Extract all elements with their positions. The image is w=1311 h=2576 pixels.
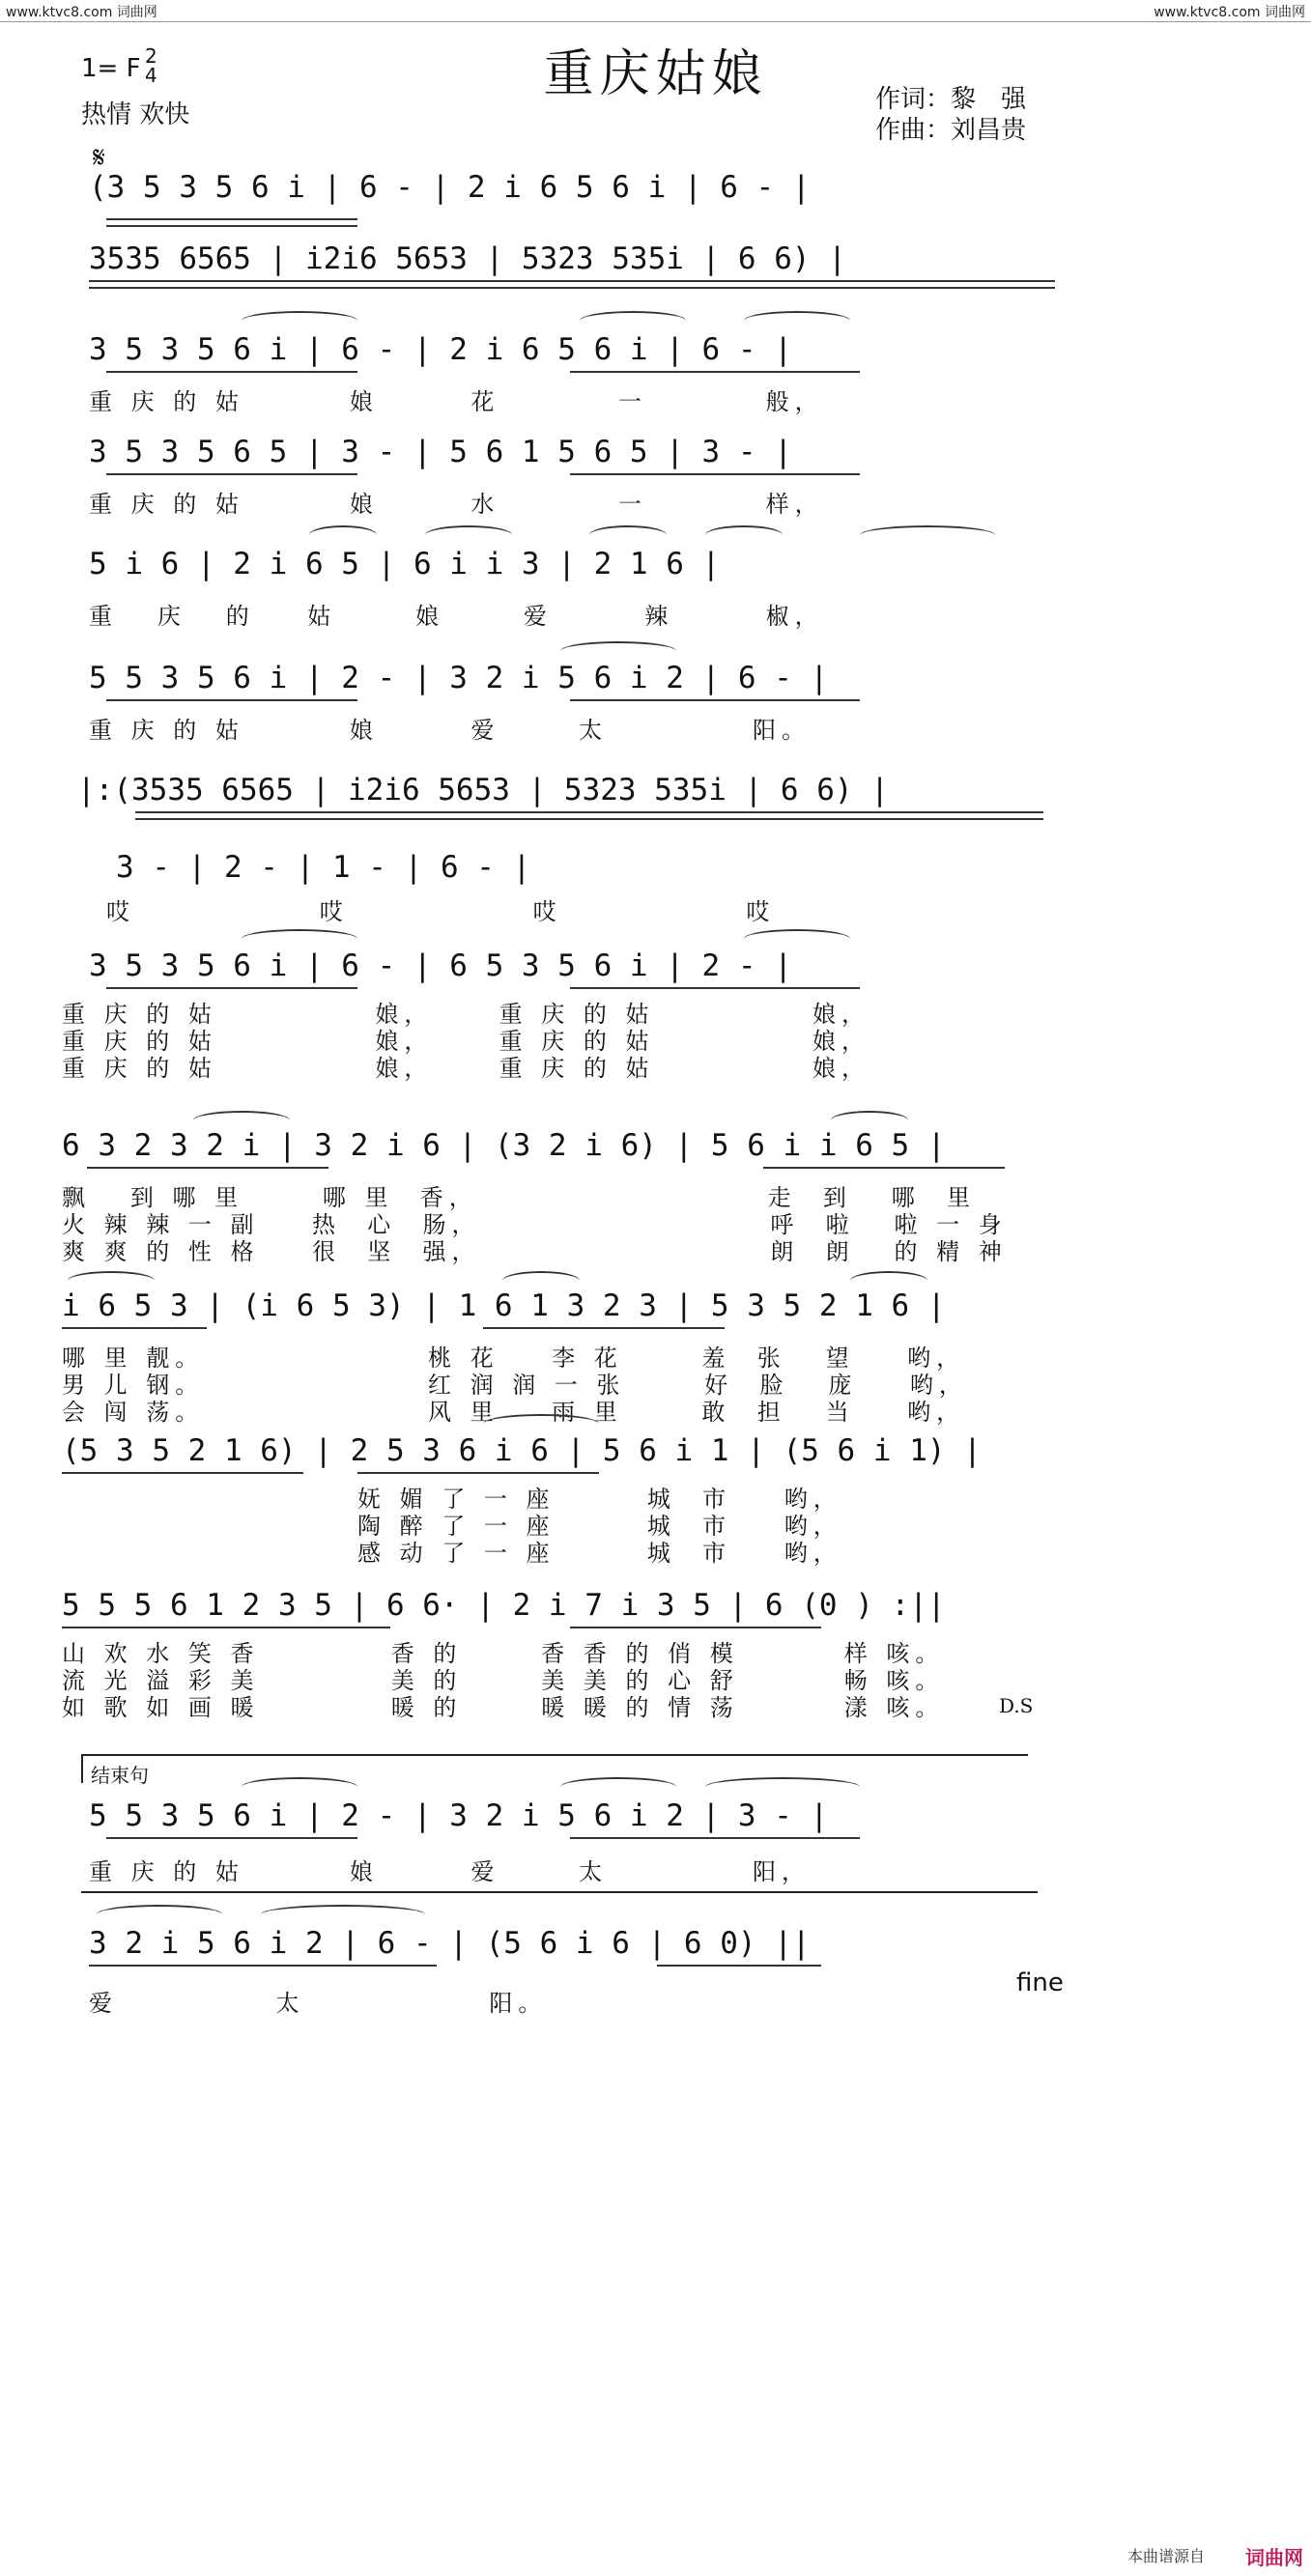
- lyric-row-12-verse-3: 感 动 了 一 座 城 市 哟，: [357, 1540, 842, 1567]
- underline: [106, 987, 357, 989]
- score-row-13: 5 5 5 6 1 2 3 5 | 6 6· | 2 i 7 i 3 5 | 6 (0 ) :||: [62, 1588, 946, 1623]
- lyric-row-10-verse-1: 飘 到 哪 里 哪 里 香， 走 到 哪 里: [62, 1184, 977, 1211]
- slur: [97, 1905, 222, 1924]
- underline: [570, 1627, 821, 1628]
- underline: [106, 473, 357, 475]
- lyricist-credit: 作词：黎 强: [875, 85, 1027, 114]
- slur: [831, 1111, 908, 1130]
- slur: [580, 311, 686, 330]
- key-signature: 1= F: [81, 54, 141, 83]
- lyric-row-9-verse-3: 重 庆 的 姑 娘， 重 庆 的 姑 娘，: [62, 1055, 871, 1082]
- slur: [560, 641, 676, 661]
- underline: [570, 371, 860, 373]
- lyric-row-10-verse-2: 火 辣 辣 一 副 热 心 肠， 呼 啦 啦 一 身: [62, 1211, 1008, 1238]
- lyric-row-14: 重 庆 的 姑 娘 爱 太 阳，: [89, 1858, 812, 1885]
- lyric-row-10-verse-3: 爽 爽 的 性 格 很 坚 强， 朗 朗 的 精 神: [62, 1238, 1008, 1265]
- underline: [106, 371, 357, 373]
- underline: [62, 1627, 390, 1628]
- underline: [89, 280, 1055, 289]
- lyric-row-15: 爱 太 阳。: [89, 1990, 548, 2017]
- time-signature: [145, 46, 157, 85]
- score-row-10: 6 3 2 3 2 i | 3 2 i 6 | (3 2 i 6) | 5 6 i i 6 5 |: [62, 1128, 946, 1163]
- slur: [261, 1905, 425, 1924]
- underline: [570, 1837, 860, 1839]
- lyric-row-6: 重 庆 的 姑 娘 爱 太 阳。: [89, 717, 812, 744]
- score-row-4: 3 5 3 5 6 5 | 3 - | 5 6 1 5 6 5 | 3 - |: [89, 435, 792, 469]
- score-row-12: (5 3 5 2 1 6) | 2 5 3 6 i 6 | 5 6 i 1 | (5 6 i 1) |: [62, 1433, 982, 1468]
- underline: [135, 811, 1043, 820]
- slur: [705, 525, 783, 545]
- lyric-row-12-verse-2: 陶 醉 了 一 座 城 市 哟，: [357, 1513, 842, 1540]
- slur: [860, 525, 995, 545]
- score-row-1: (3 5 3 5 6 i | 6 - | 2 i 6 5 6 i | 6 - |: [89, 170, 811, 205]
- lyric-row-11-verse-2: 男 儿 钢。 红 润 润 一 张 好 脸 庞 哟，: [62, 1372, 968, 1399]
- score-row-8: 3 - | 2 - | 1 - | 6 - |: [116, 850, 531, 885]
- ending-bracket-vertical: [81, 1754, 83, 1783]
- slur: [744, 929, 850, 948]
- slur: [309, 525, 377, 545]
- underline: [106, 699, 357, 701]
- slur: [502, 1271, 580, 1290]
- underline: [763, 1167, 1005, 1169]
- header-rule: [0, 21, 1311, 22]
- underline: [570, 699, 860, 701]
- composer-credit: 作曲：刘昌贵: [875, 116, 1027, 145]
- lyric-row-13-verse-3: 如 歌 如 画 暖 暖 的 暖 暖 的 情 荡 漾 咳。: [62, 1694, 945, 1721]
- site-watermark-right: www.ktvc8.com 词曲网: [1154, 5, 1305, 20]
- lyric-row-13-verse-1: 山 欢 水 笑 香 香 的 香 香 的 俏 模 样 咳。: [62, 1640, 945, 1667]
- slur: [425, 525, 512, 545]
- slur: [242, 311, 357, 330]
- underline: [357, 1472, 599, 1474]
- underline: [62, 1472, 303, 1474]
- slur: [193, 1111, 290, 1130]
- fine-marking: fine: [1016, 1968, 1064, 1997]
- time-signature-top: 2: [145, 44, 157, 68]
- slur: [242, 1777, 357, 1797]
- ds-marking: D.S: [999, 1694, 1034, 1717]
- underline: [657, 1965, 821, 1967]
- slur: [483, 1414, 599, 1433]
- lyric-row-8: 哎 哎 哎 哎: [106, 898, 776, 925]
- time-signature-bottom: 4: [145, 64, 157, 87]
- score-row-14: 5 5 3 5 6 i | 2 - | 3 2 i 5 6 i 2 | 3 - |: [89, 1798, 829, 1833]
- score-row-2: 3535 6565 | i2i6 5653 | 5323 535i | 6 6) |: [89, 241, 846, 276]
- slur: [705, 1777, 860, 1797]
- score-row-7: |:(3535 6565 | i2i6 5653 | 5323 535i | 6 6) |: [77, 773, 889, 807]
- lyric-row-3: 重 庆 的 姑 娘 花 一 般，: [89, 388, 824, 415]
- underline: [570, 987, 860, 989]
- underline: [89, 1965, 437, 1967]
- score-row-6: 5 5 3 5 6 i | 2 - | 3 2 i 5 6 i 2 | 6 - |: [89, 661, 829, 695]
- footer-source: 本曲谱源自: [1126, 2547, 1205, 2565]
- mood-marking: 热情 欢快: [81, 100, 190, 129]
- slur: [589, 525, 667, 545]
- footer-logo: 词曲网: [1245, 2546, 1303, 2569]
- slur: [242, 929, 357, 948]
- slur: [560, 1777, 676, 1797]
- segno-icon: 𝄋: [93, 141, 105, 175]
- underline: [106, 1837, 357, 1839]
- lyric-row-4: 重 庆 的 姑 娘 水 一 样，: [89, 491, 824, 518]
- underline: [62, 1327, 207, 1329]
- ending-bracket-line-2: [81, 1891, 1038, 1893]
- lyric-row-9-verse-1: 重 庆 的 姑 娘， 重 庆 的 姑 娘，: [62, 1001, 871, 1028]
- score-row-9: 3 5 3 5 6 i | 6 - | 6 5 3 5 6 i | 2 - |: [89, 948, 792, 983]
- score-row-3: 3 5 3 5 6 i | 6 - | 2 i 6 5 6 i | 6 - |: [89, 332, 792, 367]
- lyric-row-11-verse-1: 哪 里 靓。 桃 花 李 花 羞 张 望 哟，: [62, 1345, 966, 1372]
- underline: [483, 1327, 725, 1329]
- score-row-11: i 6 5 3 | (i 6 5 3) | 1 6 1 3 2 3 | 5 3 5 2 1 6 |: [62, 1288, 946, 1323]
- lyric-row-13-verse-2: 流 光 溢 彩 美 美 的 美 美 的 心 舒 畅 咳。: [62, 1667, 945, 1694]
- slur: [68, 1271, 155, 1290]
- lyric-row-9-verse-2: 重 庆 的 姑 娘， 重 庆 的 姑 娘，: [62, 1028, 871, 1055]
- slur: [744, 311, 850, 330]
- lyric-row-12-verse-1: 妩 媚 了 一 座 城 市 哟，: [357, 1486, 842, 1513]
- score-row-15: 3 2 i 5 6 i 2 | 6 - | (5 6 i 6 | 6 0) ||: [89, 1926, 811, 1961]
- ending-label: 结束句: [91, 1764, 149, 1787]
- slur: [850, 1271, 927, 1290]
- score-row-5: 5 i 6 | 2 i 6 5 | 6 i i 3 | 2 1 6 |: [89, 547, 721, 581]
- lyric-row-11-verse-3: 会 闯 荡。 风 里 雨 里 敢 担 当 哟，: [62, 1399, 966, 1426]
- site-watermark-left: www.ktvc8.com 词曲网: [6, 5, 157, 20]
- underline: [87, 1167, 328, 1169]
- song-title: 重庆姑娘: [543, 45, 768, 103]
- underline: [570, 473, 860, 475]
- lyric-row-5: 重 庆 的 姑 娘 爱 辣 椒，: [89, 603, 824, 630]
- ending-bracket-line: [81, 1754, 1028, 1756]
- underline: [106, 218, 357, 227]
